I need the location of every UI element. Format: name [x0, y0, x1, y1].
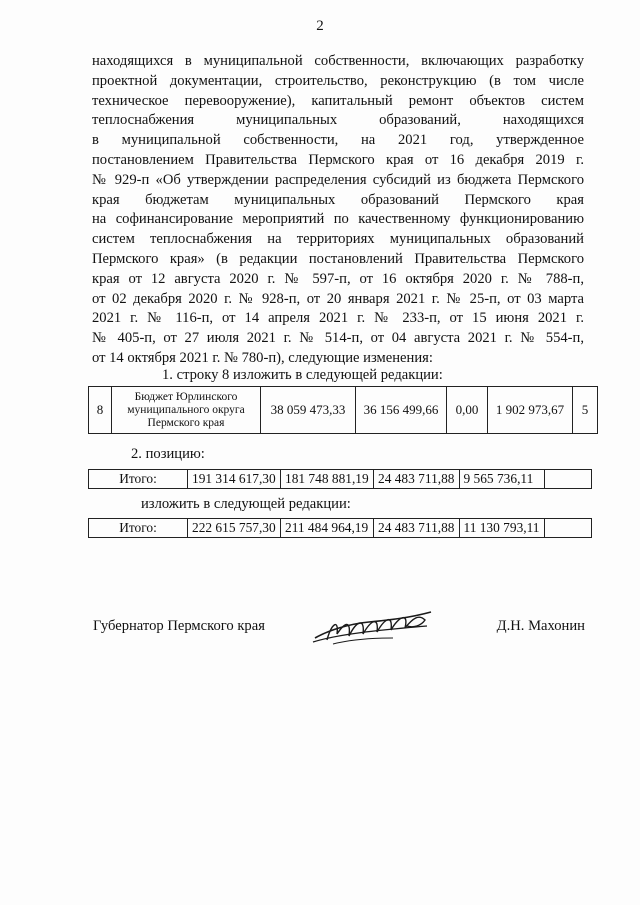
value-cell: 36 156 499,66	[356, 387, 447, 434]
body-line: в муниципальной собственности, на 2021 год, утвержденное	[92, 132, 584, 149]
total-after-table	[88, 518, 592, 538]
total-before-table	[88, 469, 592, 489]
total-label-cell: Итого:	[89, 519, 188, 538]
body-line: находящихся в муниципальной собственности, включающих разработку	[92, 53, 584, 69]
row-number-cell: 8	[89, 387, 112, 434]
value-cell: 181 748 881,19	[281, 470, 374, 489]
value-cell: 211 484 964,19	[281, 519, 374, 538]
body-line: постановлением Правительства Пермского края от 16 декабря 2019 г.	[92, 151, 584, 168]
value-cell: 191 314 617,30	[188, 470, 281, 489]
body-line: техническое перевооружение), капитальный ремонт объектов систем	[92, 92, 584, 109]
value-cell: 9 565 736,11	[459, 470, 544, 489]
body-line: на софинансирование мероприятий по качественному функционированию	[92, 211, 584, 228]
value-cell: 0,00	[447, 387, 488, 434]
body-line: от 14 октября 2021 г. № 780-п), следующие изменения:	[92, 349, 433, 366]
body-line: теплоснабжения муниципальных образований, находящихся	[92, 112, 584, 129]
value-cell: 11 130 793,11	[459, 519, 544, 538]
value-cell: 5	[573, 387, 598, 434]
value-cell	[544, 470, 591, 489]
body-line: № 929-п «Об утверждении распределения субсидий из бюджета Пермского	[92, 171, 584, 188]
value-cell: 1 902 973,67	[488, 387, 573, 434]
body-line: проектной документации, строительство, реконструкцию (в том числе	[92, 72, 584, 89]
value-cell: 24 483 711,88	[374, 470, 460, 489]
table-row	[89, 387, 598, 434]
body-line: № 405-п, от 27 июля 2021 г. № 514-п, от 04 августа 2021 г. № 554-п,	[92, 330, 584, 347]
body-line: систем теплоснабжения на территориях муниципальных образований	[92, 231, 584, 248]
body-line: от 02 декабря 2020 г. № 928-п, от 20 января 2021 г. № 25-п, от 03 марта	[92, 290, 584, 307]
value-cell: 38 059 473,33	[261, 387, 356, 434]
value-cell	[544, 519, 591, 538]
signatory-position: Губернатор Пермского края	[93, 618, 265, 634]
signatory-name: Д.Н. Махонин	[496, 618, 585, 634]
table-row	[89, 470, 592, 489]
body-line: края от 12 августа 2020 г. № 597-п, от 16 октября 2020 г. № 788-п,	[92, 270, 584, 287]
row-8-table	[88, 386, 598, 434]
budget-name-cell: Бюджет Юрлинского муниципального округа Пермского края	[112, 387, 261, 434]
total-label-cell: Итого:	[89, 470, 188, 489]
item-2-text: 2. позицию:	[131, 446, 205, 462]
item-1-text: 1. строку 8 изложить в следующей редакции:	[162, 367, 443, 383]
body-paragraph	[92, 52, 584, 369]
signature-block	[93, 618, 585, 658]
value-cell: 222 615 757,30	[188, 519, 281, 538]
body-line: Пермского края» (в редакции постановлений Правительства Пермского	[92, 250, 584, 267]
page-number: 2	[316, 18, 324, 34]
handwritten-signature	[309, 604, 439, 652]
value-cell: 24 483 711,88	[374, 519, 460, 538]
table-row	[89, 519, 592, 538]
replace-text: изложить в следующей редакции:	[141, 496, 351, 512]
body-line: 2021 г. № 116-п, от 14 апреля 2021 г. № 233-п, от 15 июня 2021 г.	[92, 310, 584, 327]
body-line: края бюджетам муниципальных образований Пермского края	[92, 191, 584, 208]
